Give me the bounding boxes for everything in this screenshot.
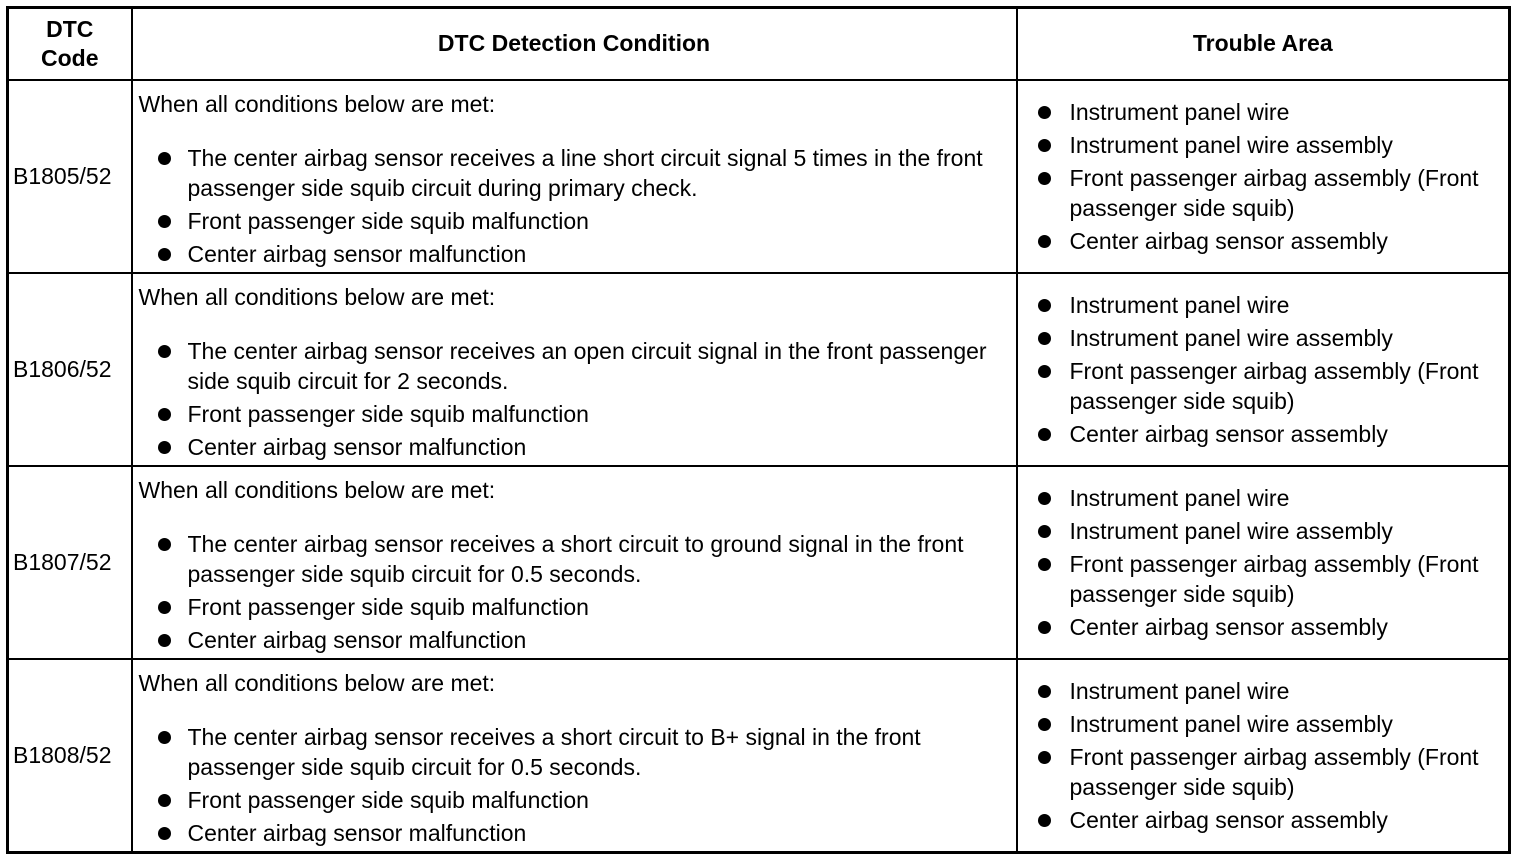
bullet-icon: [158, 408, 171, 421]
trouble-area-item: [1038, 676, 1503, 706]
trouble-area-text: Front passenger airbag assembly (Front passenger side squib): [1069, 550, 1479, 607]
trouble-area-text: Center airbag sensor assembly: [1069, 227, 1388, 254]
bullet-icon: [158, 441, 171, 454]
trouble-area-item: [1038, 97, 1503, 127]
trouble-area-list: [1038, 483, 1503, 642]
trouble-area-text: Center airbag sensor assembly: [1069, 613, 1388, 640]
bullet-icon: [158, 827, 171, 840]
condition-list: [139, 143, 1010, 269]
trouble-area-item: [1038, 419, 1503, 449]
condition-item: [145, 625, 1010, 655]
condition-list: [139, 336, 1010, 462]
trouble-area-item: [1038, 290, 1503, 320]
trouble-area-text: Instrument panel wire assembly: [1069, 710, 1393, 737]
condition-item: [145, 239, 1010, 269]
condition-list: [139, 722, 1010, 848]
bullet-icon: [1038, 299, 1051, 312]
condition-item: [145, 592, 1010, 622]
condition-text: The center airbag sensor receives a line short circuit signal 5 times in the front passenger side squib circuit during primary check.: [187, 144, 983, 201]
trouble-area-item: [1038, 483, 1503, 513]
condition-text: Front passenger side squib malfunction: [187, 786, 589, 813]
trouble-area-item: [1038, 356, 1503, 416]
bullet-icon: [158, 345, 171, 358]
bullet-icon: [158, 538, 171, 551]
trouble-area-text: Center airbag sensor assembly: [1069, 420, 1388, 447]
header-trouble-area: Trouble Area: [1017, 8, 1510, 80]
trouble-area-item: [1038, 226, 1503, 256]
bullet-icon: [1038, 235, 1051, 248]
bullet-icon: [1038, 814, 1051, 827]
trouble-area-text: Instrument panel wire assembly: [1069, 131, 1393, 158]
trouble-area-item: [1038, 549, 1503, 609]
condition-text: Center airbag sensor malfunction: [187, 433, 527, 460]
bullet-icon: [158, 634, 171, 647]
condition-text: Front passenger side squib malfunction: [187, 207, 589, 234]
header-detection-condition: DTC Detection Condition: [132, 8, 1017, 80]
trouble-area-item: [1038, 742, 1503, 802]
condition-item: [145, 143, 1010, 203]
condition-text: Center airbag sensor malfunction: [187, 626, 527, 653]
trouble-area-cell: [1017, 80, 1510, 273]
header-row: [8, 8, 1510, 80]
condition-item: [145, 818, 1010, 848]
bullet-icon: [158, 601, 171, 614]
trouble-area-cell: [1017, 273, 1510, 466]
condition-item: [145, 529, 1010, 589]
bullet-icon: [1038, 492, 1051, 505]
dtc-code-cell: B1806/52: [8, 273, 132, 466]
trouble-area-item: [1038, 130, 1503, 160]
dtc-code-cell: B1805/52: [8, 80, 132, 273]
condition-intro: When all conditions below are met:: [138, 476, 496, 503]
trouble-area-item: [1038, 805, 1503, 835]
condition-text: Front passenger side squib malfunction: [187, 400, 589, 427]
condition-item: [145, 336, 1010, 396]
bullet-icon: [1038, 685, 1051, 698]
bullet-icon: [1038, 751, 1051, 764]
condition-item: [145, 432, 1010, 462]
condition-text: Center airbag sensor malfunction: [187, 819, 527, 846]
trouble-area-text: Instrument panel wire assembly: [1069, 517, 1393, 544]
condition-item: [145, 206, 1010, 236]
trouble-area-text: Instrument panel wire assembly: [1069, 324, 1393, 351]
condition-text: The center airbag sensor receives a short circuit to B+ signal in the front passenger side squib circuit for 0.5 seconds.: [187, 723, 921, 780]
bullet-icon: [1038, 621, 1051, 634]
table-row: [8, 273, 1510, 466]
trouble-area-cell: [1017, 659, 1510, 853]
condition-item: [145, 399, 1010, 429]
detection-condition-cell: [132, 273, 1017, 466]
trouble-area-list: [1038, 290, 1503, 449]
dtc-table: [6, 6, 1511, 854]
bullet-icon: [1038, 525, 1051, 538]
trouble-area-item: [1038, 709, 1503, 739]
dtc-code-cell: B1807/52: [8, 466, 132, 659]
trouble-area-text: Center airbag sensor assembly: [1069, 806, 1388, 833]
condition-list: [139, 529, 1010, 655]
bullet-icon: [158, 248, 171, 261]
condition-intro: When all conditions below are met:: [138, 283, 496, 310]
bullet-icon: [1038, 718, 1051, 731]
bullet-icon: [1038, 365, 1051, 378]
bullet-icon: [158, 152, 171, 165]
condition-text: Front passenger side squib malfunction: [187, 593, 589, 620]
dtc-code-cell: B1808/52: [8, 659, 132, 853]
trouble-area-list: [1038, 676, 1503, 835]
bullet-icon: [1038, 332, 1051, 345]
trouble-area-text: Instrument panel wire: [1069, 484, 1290, 511]
bullet-icon: [1038, 558, 1051, 571]
table-row: [8, 659, 1510, 853]
detection-condition-cell: [132, 466, 1017, 659]
trouble-area-text: Instrument panel wire: [1069, 291, 1290, 318]
bullet-icon: [158, 794, 171, 807]
trouble-area-item: [1038, 516, 1503, 546]
bullet-icon: [1038, 172, 1051, 185]
bullet-icon: [1038, 428, 1051, 441]
trouble-area-text: Instrument panel wire: [1069, 677, 1290, 704]
bullet-icon: [1038, 139, 1051, 152]
condition-intro: When all conditions below are met:: [138, 669, 496, 696]
bullet-icon: [158, 215, 171, 228]
table-row: [8, 466, 1510, 659]
detection-condition-cell: [132, 659, 1017, 853]
condition-item: [145, 722, 1010, 782]
trouble-area-item: [1038, 612, 1503, 642]
trouble-area-text: Front passenger airbag assembly (Front passenger side squib): [1069, 743, 1479, 800]
condition-item: [145, 785, 1010, 815]
detection-condition-cell: [132, 80, 1017, 273]
condition-text: The center airbag sensor receives a short circuit to ground signal in the front passenger side squib circuit for 0.5 seconds.: [187, 530, 964, 587]
bullet-icon: [158, 731, 171, 744]
condition-text: Center airbag sensor malfunction: [187, 240, 527, 267]
bullet-icon: [1038, 106, 1051, 119]
trouble-area-list: [1038, 97, 1503, 256]
condition-text: The center airbag sensor receives an open circuit signal in the front passenger side squib circuit for 2 seconds.: [187, 337, 987, 394]
condition-intro: When all conditions below are met:: [138, 90, 496, 117]
trouble-area-text: Instrument panel wire: [1069, 98, 1290, 125]
table-row: [8, 80, 1510, 273]
trouble-area-cell: [1017, 466, 1510, 659]
header-dtc-code: DTC Code: [8, 8, 132, 80]
trouble-area-text: Front passenger airbag assembly (Front passenger side squib): [1069, 164, 1479, 221]
trouble-area-item: [1038, 163, 1503, 223]
trouble-area-text: Front passenger airbag assembly (Front passenger side squib): [1069, 357, 1479, 414]
trouble-area-item: [1038, 323, 1503, 353]
